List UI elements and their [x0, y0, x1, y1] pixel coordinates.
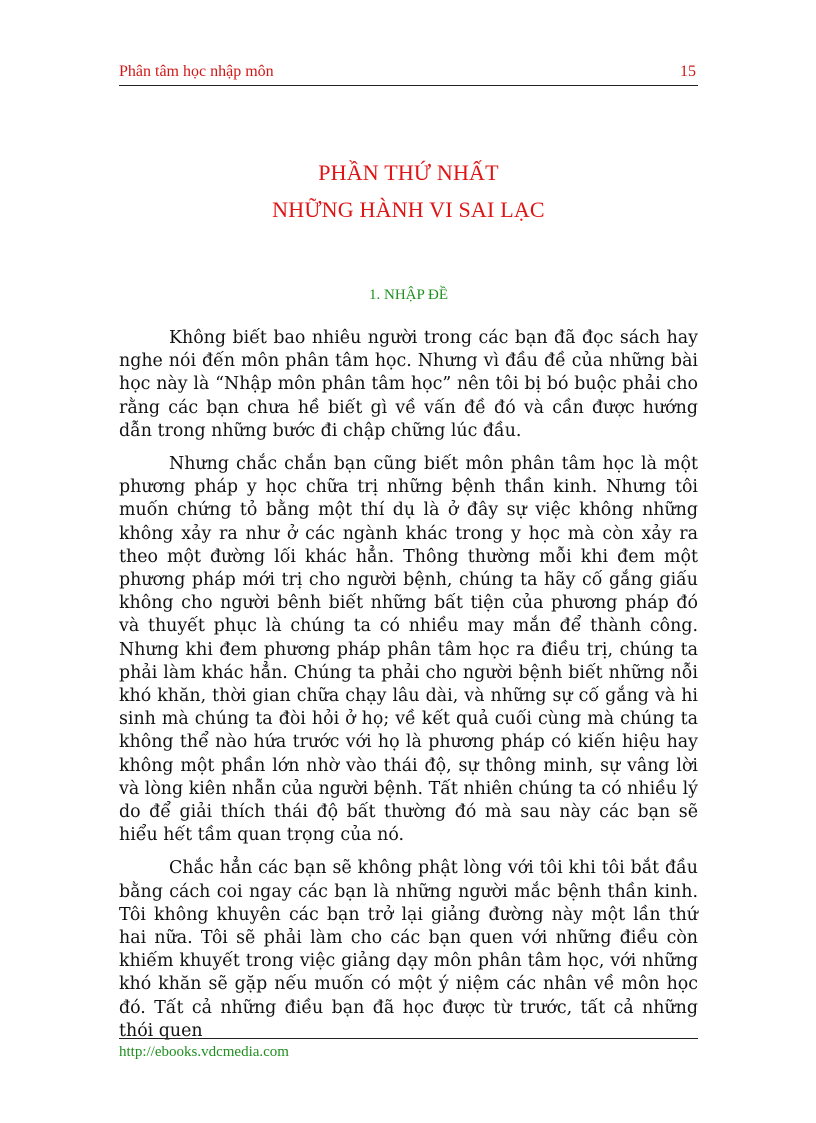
paragraph: Nhưng chắc chắn bạn cũng biết môn phân tâm học là một phương pháp y học chữa trị những bệnh thần kinh. Nhưng tôi muốn chứng tỏ bằng một thí dụ là ở đây sự việc không những không xảy ra như ở các ngành khác trong y học mà còn xảy ra theo một đường lối khác hẳn. Thông thường mỗi khi đem một phương pháp mới trị cho người bệnh, chúng ta hãy cố gắng giấu không cho người bênh biết những bất tiện của phương pháp đó và thuyết phục là chúng ta có nhiều may mắn để thành công. Nhưng khi đem phương pháp phân tâm học ra điều trị, chúng ta phải làm khác hẳn. Chúng ta phải cho người bệnh biết những nỗi khó khăn, thời gian chữa chạy lâu dài, và những sự cố gắng và hi sinh mà chúng ta đòi hỏi ở họ; về kết quả cuối cùng mà chúng ta không thể nào hứa trước với họ là phương pháp có kiến hiệu hay không một phần lớn nhờ vào thái độ, sự thông minh, sự vâng lời và lòng kiên nhẫn của người bệnh. Tất nhiên chúng ta có nhiều lý do để giải thích thái độ bất thường đó mà sau này các bạn sẽ hiểu hết tầm quan trọng của nó. [119, 454, 698, 846]
part-subtitle: NHỮNG HÀNH VI SAI LẠC [272, 197, 545, 222]
body-text [119, 327, 698, 1053]
section-heading: 1. NHẬP ĐỀ [368, 287, 449, 303]
book-title: Phân tâm học nhập môn [119, 63, 274, 80]
page-footer [119, 1038, 698, 1061]
part-title: PHẦN THỨ NHẤT [318, 160, 499, 185]
running-header [119, 61, 698, 86]
footer-url[interactable]: http://ebooks.vdcmedia.com [119, 1044, 289, 1060]
page-number: 15 [680, 63, 696, 80]
paragraph: Không biết bao nhiêu người trong các bạn đã đọc sách hay nghe nói đến môn phân tâm học. Nhưng vì đầu đề của những bài học này là “Nhập môn phân tâm học” nên tôi bị bó buộc phải cho rằng các bạn chưa hề biết gì về vấn đề đó và cần được hướng dẫn trong những bước đi chập chững lúc đầu. [119, 328, 698, 441]
paragraph: Chắc hẳn các bạn sẽ không phật lòng với tôi khi tôi bắt đầu bằng cách coi ngay các bạn là những người mắc bệnh thần kinh. Tôi không khuyên các bạn trở lại giảng đường này một lần thứ hai nữa. Tôi sẽ phải làm cho các bạn quen với những điều còn khiếm khuyết trong việc giảng dạy môn phân tâm học, với những khó khăn sẽ gặp nếu muốn có một ý niệm các nhân về môn học đó. Tất cả những điều bạn đã học được từ trước, tất cả những thói quen [119, 858, 698, 1041]
